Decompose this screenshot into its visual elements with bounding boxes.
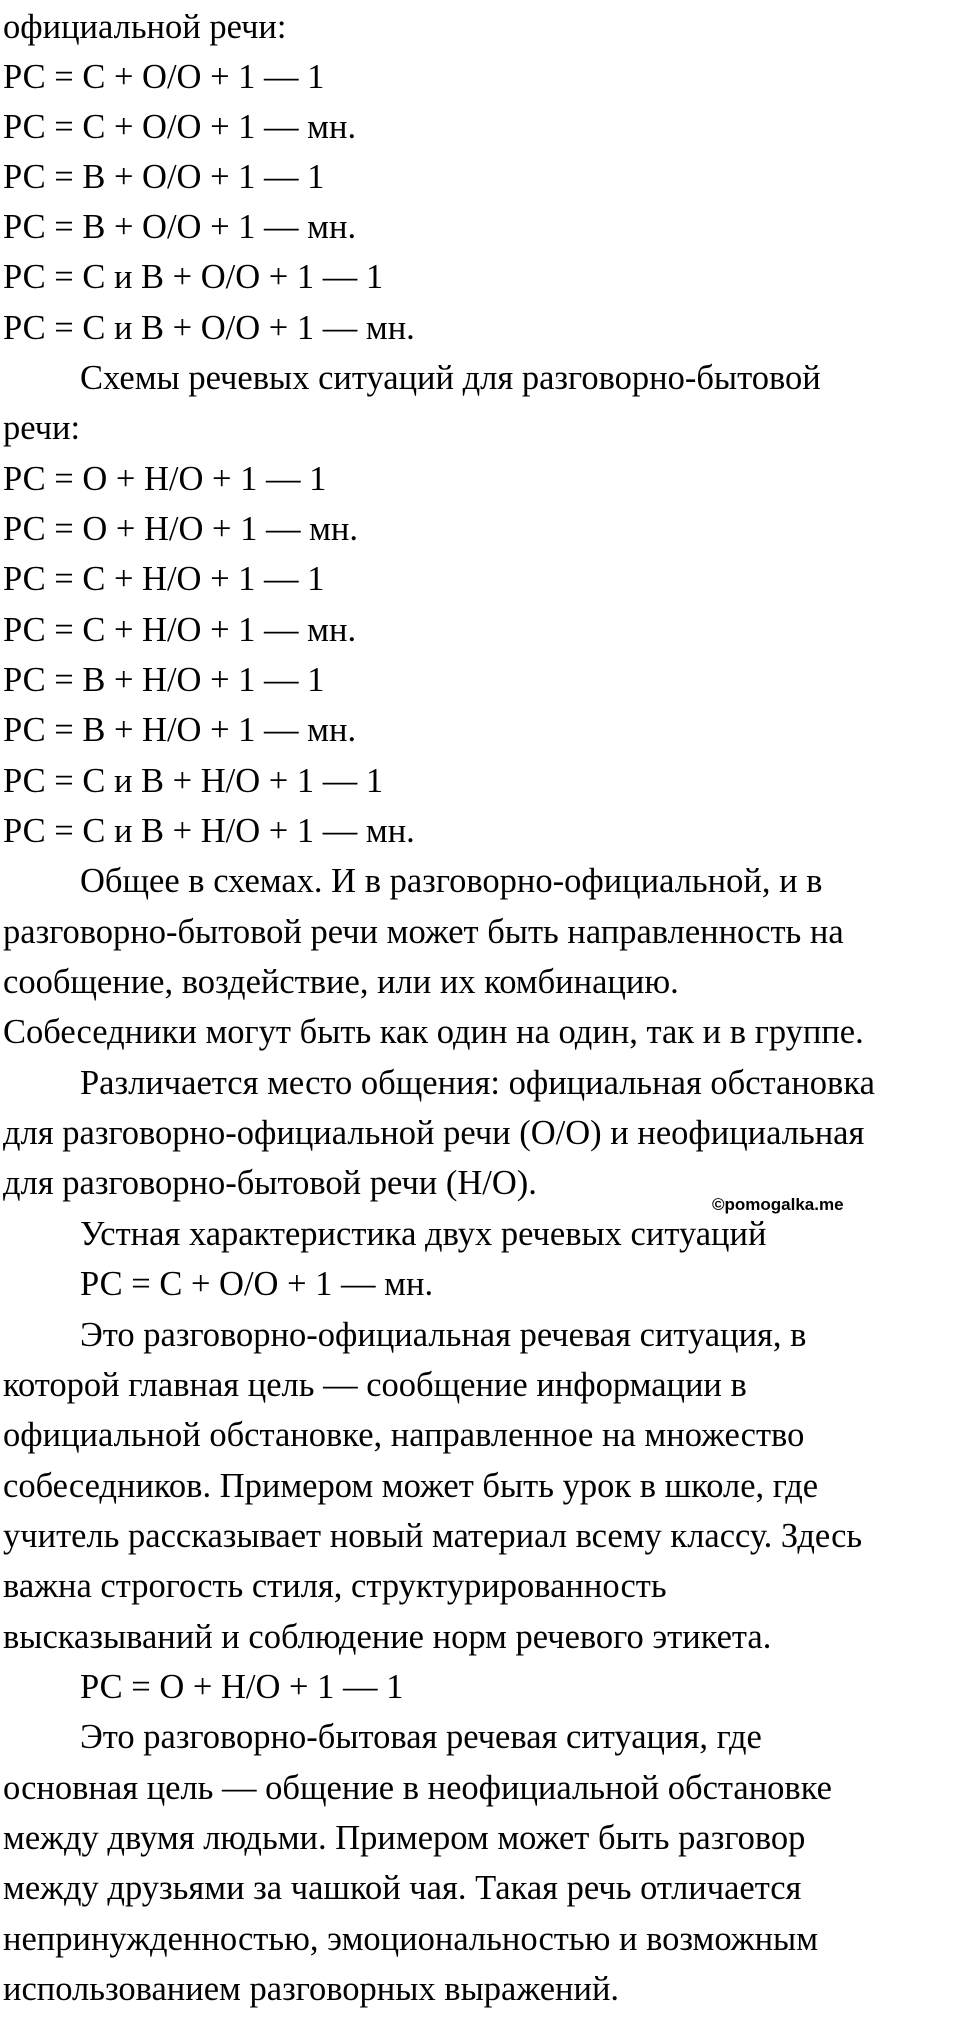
- text-line: между друзьями за чашкой чая. Такая речь отличается: [3, 1869, 802, 1907]
- text-line: которой главная цель — сообщение информации в: [3, 1366, 747, 1404]
- text-line: основная цель — общение в неофициальной обстановке: [3, 1769, 832, 1807]
- formula-line: РС = С + Н/О + 1 — мн.: [3, 611, 357, 649]
- paragraph-line: Это разговорно-официальная речевая ситуация, в: [80, 1316, 807, 1354]
- formula-line: РС = С + О/О + 1 — 1: [3, 58, 325, 96]
- text-line: разговорно-бытовой речи может быть направленность на: [3, 913, 844, 951]
- formula-line: РС = С + О/О + 1 — мн.: [3, 108, 357, 146]
- formula-line: РС = О + Н/О + 1 — 1: [80, 1668, 404, 1706]
- formula-line: РС = В + О/О + 1 — мн.: [3, 208, 357, 246]
- paragraph-line: Схемы речевых ситуаций для разговорно-бытовой: [80, 359, 821, 397]
- text-line: важна строгость стиля, структурированность: [3, 1567, 667, 1605]
- text-line: собеседников. Примером может быть урок в школе, где: [3, 1467, 819, 1505]
- formula-line: РС = В + О/О + 1 — 1: [3, 158, 325, 196]
- text-line: для разговорно-бытовой речи (Н/О).: [3, 1164, 537, 1202]
- paragraph-line: Устная характеристика двух речевых ситуаций: [80, 1215, 767, 1253]
- paragraph-line: Различается место общения: официальная обстановка: [80, 1064, 875, 1102]
- text-line: высказываний и соблюдение норм речевого этикета.: [3, 1618, 772, 1656]
- text-line: официальной обстановке, направленное на множество: [3, 1416, 805, 1454]
- watermark-text: ©pomogalka.me: [712, 1195, 844, 1214]
- text-line: учитель рассказывает новый материал всему классу. Здесь: [3, 1517, 863, 1555]
- formula-line: РС = С и В + О/О + 1 — 1: [3, 258, 384, 296]
- text-line: непринужденностью, эмоциональностью и возможным: [3, 1920, 819, 1958]
- formula-line: РС = В + Н/О + 1 — 1: [3, 661, 325, 699]
- text-line: Собеседники могут быть как один на один, так и в группе.: [3, 1013, 864, 1051]
- formula-line: РС = С и В + О/О + 1 — мн.: [3, 309, 415, 347]
- text-line: официальной речи:: [3, 8, 287, 46]
- formula-line: РС = С и В + Н/О + 1 — мн.: [3, 812, 415, 850]
- formula-line: РС = О + Н/О + 1 — мн.: [3, 510, 358, 548]
- formula-line: РС = С + О/О + 1 — мн.: [80, 1265, 434, 1303]
- formula-line: РС = С и В + Н/О + 1 — 1: [3, 762, 384, 800]
- formula-line: РС = В + Н/О + 1 — мн.: [3, 711, 357, 749]
- text-line: сообщение, воздействие, или их комбинацию.: [3, 963, 679, 1001]
- text-line: использованием разговорных выражений.: [3, 1970, 620, 2008]
- text-line: между двумя людьми. Примером может быть разговор: [3, 1819, 806, 1857]
- paragraph-line: Это разговорно-бытовая речевая ситуация, где: [80, 1718, 762, 1756]
- text-line: речи:: [3, 409, 81, 447]
- formula-line: РС = С + Н/О + 1 — 1: [3, 560, 325, 598]
- formula-line: РС = О + Н/О + 1 — 1: [3, 460, 327, 498]
- text-line: для разговорно-официальной речи (О/О) и неофициальная: [3, 1114, 865, 1152]
- paragraph-line: Общее в схемах. И в разговорно-официальной, и в: [80, 862, 823, 900]
